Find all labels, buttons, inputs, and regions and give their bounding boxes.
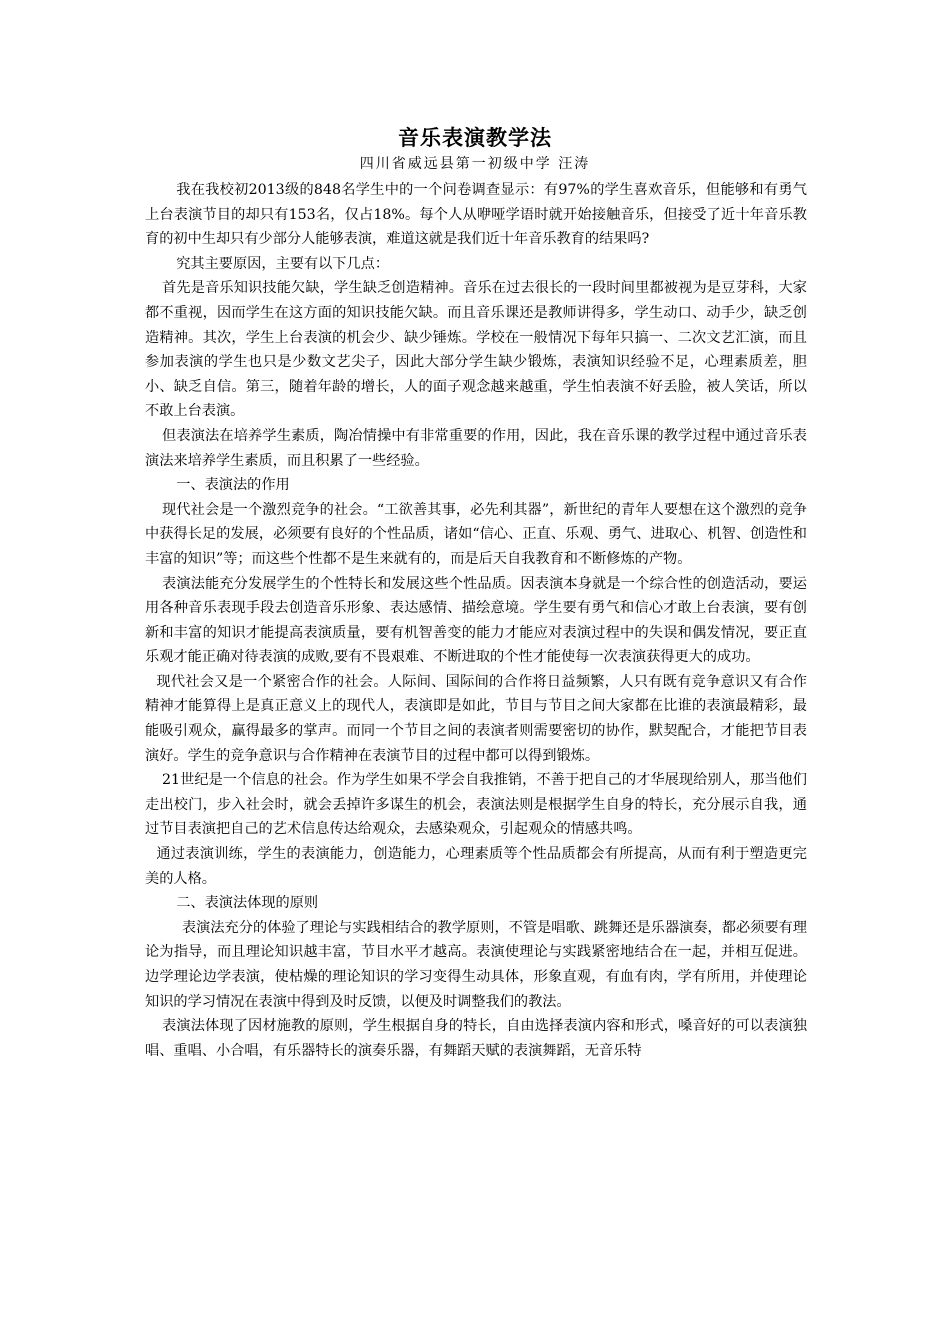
paragraph-training: 通过表演训练，学生的表演能力，创造能力，心理素质等个性品质都会有所提高，从而有利于塑造更完美的人格。 — [145, 846, 807, 887]
document-title: 音乐表演教学法 — [398, 125, 552, 150]
paragraph-theory-practice: 表演法充分的体验了理论与实践相结合的教学原则，不管是唱歌、跳舞还是乐器演奏，都必须要有理论为指导，而且理论知识越丰富，节目水平才越高。表演使理论与实践紧密地结合在一起，并相互促进。边学理论边学表演，使枯燥的理论知识的学习变得生动具体，形象直观，有血有肉，学有所用，并使理论知识的学习情况在表演中得到及时反馈，以便及时调整我们的教法。 — [145, 919, 807, 1010]
paragraph-importance: 但表演法在培养学生素质，陶冶情操中有非常重要的作用，因此，我在音乐课的教学过程中通过音乐表演法来培养学生素质，而且积累了一些经验。 — [145, 427, 807, 469]
paragraph-personality: 表演法能充分发展学生的个性特长和发展这些个性品质。因表演本身就是一个综合性的创造活动，要运用各种音乐表现手段去创造音乐形象、表达感情、描绘意境。学生要有勇气和信心才敢上台表演，要有创新和丰富的知识才能提高表演质量，要有机智善变的能力才能应对表演过程中的失误和偶发情况，要正直乐观才能正确对待表演的成败,要有不畏艰难、不断进取的个性才能使每一次表演获得更大的成功。 — [145, 575, 807, 666]
section-heading-2: 二、表演法体现的原则 — [176, 895, 319, 912]
section-heading-1: 一、表演法的作用 — [176, 477, 290, 494]
paragraph-reasons: 首先是音乐知识技能欠缺，学生缺乏创造精神。音乐在过去很长的一段时间里都被视为是豆芽科，大家都不重视，因而学生在这方面的知识技能欠缺。而且音乐课还是教师讲得多，学生动口、动手少，缺乏创造精神。其次，学生上台表演的机会少、缺少锤炼。学校在一般情况下每年只搞一、二次文艺汇演，而且参加表演的学生也只是少数文艺尖子，因此大部分学生缺少锻炼，表演知识经验不足，心理素质差，胆小、缺乏自信。第三，随着年龄的增长，人的面子观念越来越重，学生怕表演不好丢脸，被人笑话，所以不敢上台表演。 — [145, 280, 807, 420]
document-author: 四川省威远县第一初级中学 汪涛 — [359, 156, 591, 172]
paragraph-survey: 我在我校初2013级的848名学生中的一个问卷调查显示：有97%的学生喜欢音乐，但能够和有勇气上台表演节目的却只有153名，仅占18%。每个人从咿哑学语时就开始接触音乐，但接受了近十年音乐教育的初中生却只有少部分人能够表演，难道这就是我们近十年音乐教育的结果吗? — [145, 182, 807, 248]
paragraph-reasons-intro: 究其主要原因，主要有以下几点： — [176, 255, 390, 272]
paragraph-cooperation: 现代社会又是一个紧密合作的社会。人际间、国际间的合作将日益频繁，人只有既有竞争意识又有合作精神才能算得上是真正意义上的现代人，表演即是如此，节目与节目之间大家都在比谁的表演最精彩，最能吸引观众，赢得最多的掌声。而同一个节目之间的表演者则需要密切的协作，默契配合，才能把节目表演好。学生的竞争意识与合作精神在表演节目的过程中都可以得到锻炼。 — [145, 673, 807, 764]
paragraph-aptitude: 表演法体现了因材施教的原则，学生根据自身的特长，自由选择表演内容和形式，嗓音好的可以表演独唱、重唱、小合唱，有乐器特长的演奏乐器，有舞蹈天赋的表演舞蹈，无音乐特 — [145, 1018, 807, 1059]
paragraph-information: 21世纪是一个信息的社会。作为学生如果不学会自我推销，不善于把自己的才华展现给别人，那当他们走出校门，步入社会时，就会丢掉许多谋生的机会，表演法则是根据学生自身的特长，充分展示自我，通过节目表演把自己的艺术信息传达给观众，去感染观众，引起观众的情感共鸣。 — [145, 772, 807, 838]
document-body — [145, 178, 807, 1063]
paragraph-competition: 现代社会是一个激烈竞争的社会。“工欲善其事，必先利其器”，新世纪的青年人要想在这个激烈的竞争中获得长足的发展，必须要有良好的个性品质，诸如“信心、正直、乐观、勇气、进取心、机智、创造性和丰富的知识”等；而这些个性都不是生来就有的，而是后天自我教育和不断修炼的产物。 — [145, 501, 807, 567]
